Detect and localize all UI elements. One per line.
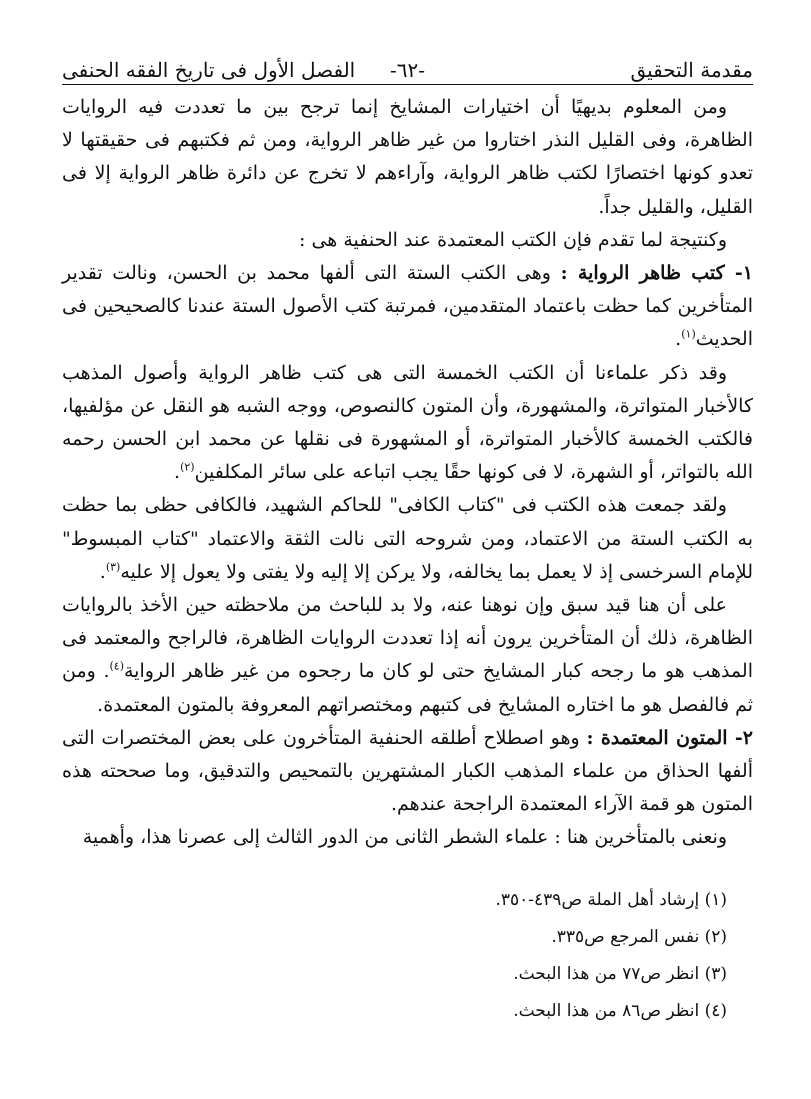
- document-page: [62, 56, 753, 1056]
- paragraph: [62, 589, 753, 722]
- footnote: (٣) انظر ص٧٧ من هذا البحث.: [513, 963, 727, 984]
- footnote: (٤) انظر ص٨٦ من هذا البحث.: [513, 1000, 727, 1021]
- footnote: (١) إرشاد أهل الملة ص٤٣٩-٣٥٠.: [495, 889, 727, 910]
- header-book-section: مقدمة التحقيق: [630, 58, 753, 82]
- sentence-end: .: [99, 560, 106, 583]
- footnote: (٢) نفس المرجع ص٣٣٥.: [551, 926, 727, 947]
- list-item-mutun: [62, 722, 753, 822]
- list-item-title: ١- كتب ظاهر الرواية :: [560, 262, 753, 285]
- paragraph: ومن المعلوم بديهيًا أن اختيارات المشايخ إنما ترجح بين ما تعددت فيه الروايات الظاهرة، وفى القليل النذر اختاروا من غير ظاهر الرواية، ومن ثم فكتبهم فى حقيقتها لا تعدو كونها اختصارًا لكتب ظاهر الرواية، وآراءهم لا تخرج عن دائرة ظاهر الرواية إلا فى القليل، والقليل جداً.: [62, 96, 753, 218]
- sentence-end: .: [174, 461, 181, 484]
- paragraph-text: على أن هنا قيد سبق وإن نوهنا عنه، ولا بد للباحث من ملاحظته حين الأخذ بالروايات الظاهرة، ذلك أن المتأخرين يرون أنه إذا تعددت الروايات الظاهرة، فالراجح والمعتمد فى المذهب هو ما رجحه كبار المشايخ حتى لو كان ما رجحوه من غير ظاهر الرواية: [62, 594, 753, 683]
- paragraph: وكنتيجة لما تقدم فإن الكتب المعتمدة عند الحنفية هى :: [299, 228, 727, 251]
- list-item-title: ٢- المتون المعتمدة :: [586, 726, 754, 749]
- list-item-text: وهى الكتب الستة التى ألفها محمد بن الحسن، ونالت تقدير المتأخرين كما حظت باعتماد المتقدمين، فمرتبة كتب الأصول الستة عندنا كالصحيحين فى الحديث: [62, 262, 753, 351]
- page-number: -٦٢-: [389, 58, 426, 82]
- footnote-ref[interactable]: (٢): [180, 460, 195, 474]
- footnotes: [62, 885, 753, 1026]
- paragraph-text: . ومن ثم فالفصل هو ما اختاره المشايخ فى كتبهم ومختصراتهم المعروفة بالمتون المعتمدة.: [62, 660, 753, 716]
- paragraph-text: وقد ذكر علماءنا أن الكتب الخمسة التى هى كتب ظاهر الرواية وأصول المذهب كالأخبار المتواترة، والمشهورة، وأن المتون كالنصوص، ووجه الشبه هو النقل عن مؤلفيها، فالكتب الخمسة كالأخبار المتواترة، أو المشهورة فى نقلها عن محمد ابن الحسن رحمه الله بالتواتر، أو الشهرة، لا فى كونها حقًا يجب اتباعه على سائر المكلفين: [62, 361, 753, 484]
- footnote-ref[interactable]: (٤): [109, 660, 124, 674]
- page-header: [62, 56, 753, 85]
- main-text: [62, 91, 753, 855]
- paragraph: [62, 357, 753, 490]
- footnote-ref[interactable]: (٣): [105, 560, 121, 574]
- footnote-ref[interactable]: (١): [681, 328, 696, 342]
- paragraph: ونعنى بالمتأخرين هنا : علماء الشطر الثانى من الدور الثالث إلى عصرنا هذا، وأهمية: [82, 826, 727, 849]
- paragraph: [62, 489, 753, 589]
- paragraph-text: ولقد جمعت هذه الكتب فى "كتاب الكافى" للحاكم الشهيد، فالكافى حظى بما حظت به الكتب الستة من الاعتماد، ومن شروحه التى نالت الثقة والاعتماد "كتاب المبسوط" للإمام السرخسى إذ لا يعمل بما يخالفه، ولا يركن إلا إليه ولا يفتى ولا يعول إلا عليه: [62, 494, 753, 583]
- list-item-zahir-riwaya: [62, 257, 753, 357]
- sentence-end: .: [675, 328, 682, 351]
- list-item-text: وهو اصطلاح أطلقه الحنفية المتأخرون على بعض المختصرات التى ألفها الحذاق من علماء المذهب الكبار المشتهرين بالتمحيص والتدقيق، وما صححته هذه المتون هو قمة الآراء المعتمدة الراجحة عندهم.: [62, 726, 753, 816]
- header-chapter-title: الفصل الأول فى تاريخ الفقه الحنفى: [62, 58, 356, 82]
